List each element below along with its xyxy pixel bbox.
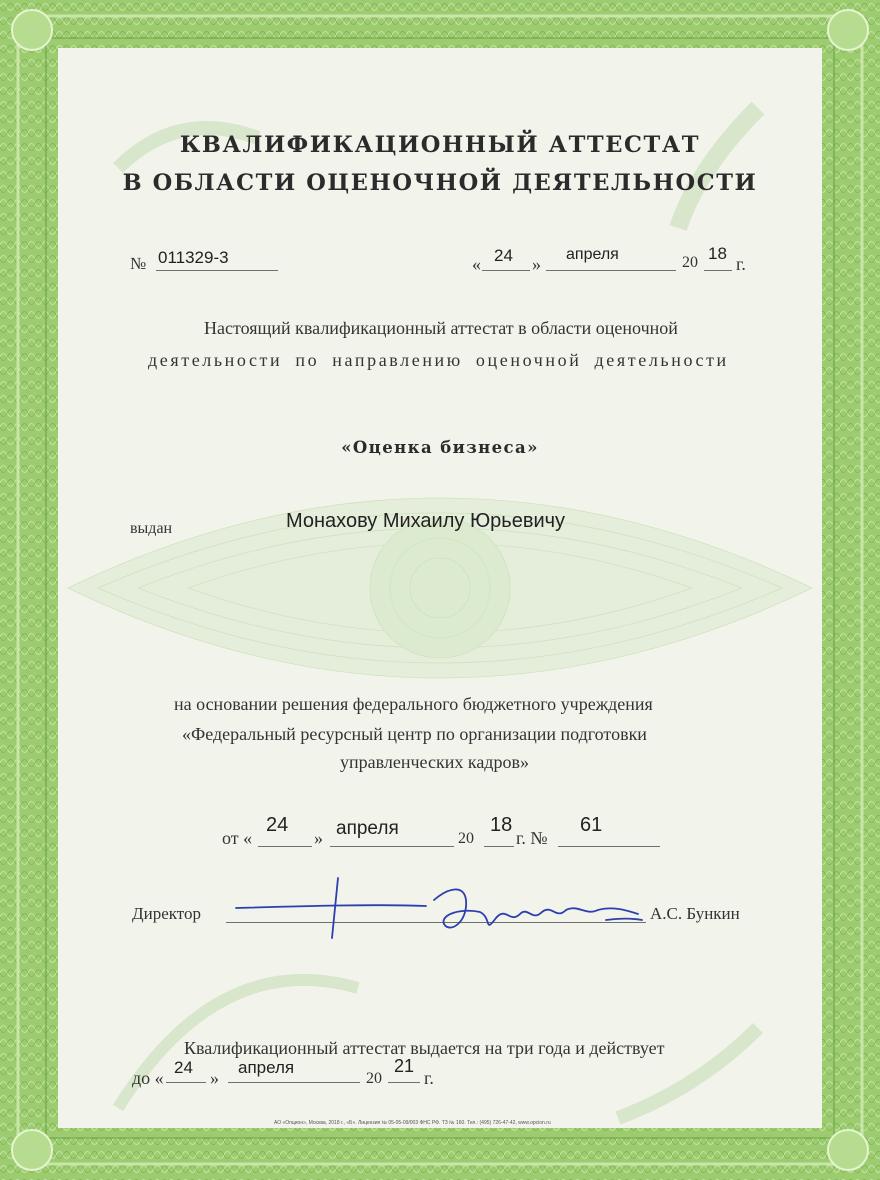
decision-month: апреля (336, 818, 399, 839)
decision-day-underline (258, 846, 312, 847)
basis-line-1: на основании решения федерального бюджетного учреждения (174, 694, 653, 714)
year-underline (704, 270, 732, 271)
direction-title: «Оценка бизнеса» (341, 438, 539, 457)
basis-line-3: управленческих кадров» (340, 752, 529, 772)
decision-number: 61 (580, 814, 603, 836)
validity-month: апреля (238, 1058, 295, 1077)
issue-year-unit: г. (736, 254, 746, 274)
validity-year-prefix: 20 (366, 1070, 382, 1087)
recipient-label: выдан (130, 520, 173, 537)
validity-day: 24 (174, 1058, 193, 1077)
printer-imprint: АО «Опцион», Москва, 2018 г., «Б». Лицензия № 05-05-09/003 ФНС РФ. ТЗ № 160. Тел.: (495) 726-47-42, www.opcion.ru (274, 1120, 551, 1126)
decision-day: 24 (266, 814, 289, 836)
decision-number-label: г. № (516, 828, 548, 848)
body-line-2: деятельности по направлению оценочной деятельности (148, 350, 729, 370)
issue-day: 24 (494, 246, 513, 265)
number-underline (156, 270, 278, 271)
director-signature (226, 848, 666, 958)
month-underline (546, 270, 676, 271)
date-quote-open: « (472, 254, 481, 274)
decision-from-label: от « (222, 828, 253, 848)
number-label: № (130, 254, 147, 273)
director-name: А.С. Бункин (650, 904, 740, 923)
validity-quote-close: » (210, 1068, 219, 1088)
decision-year-prefix: 20 (458, 830, 474, 847)
decision-year-underline (484, 846, 514, 847)
recipient-name: Монахову Михаилу Юрьевичу (286, 510, 566, 532)
validity-year-underline (388, 1082, 420, 1083)
basis-line-2: «Федеральный ресурсный центр по организации подготовки (182, 724, 647, 744)
decision-year-suffix: 18 (490, 814, 513, 836)
validity-line-1: Квалификационный аттестат выдается на три года и действует (184, 1038, 665, 1058)
certificate-paper (58, 48, 822, 1128)
guilloche-ornament (58, 48, 822, 1128)
decision-number-underline (558, 846, 660, 847)
director-label: Директор (132, 904, 201, 923)
title-line-1: КВАЛИФИКАЦИОННЫЙ АТТЕСТАТ (179, 132, 701, 158)
date-quote-close: » (532, 254, 541, 274)
issue-month: апреля (566, 246, 619, 263)
title-line-2: В ОБЛАСТИ ОЦЕНОЧНОЙ ДЕЯТЕЛЬНОСТИ (122, 170, 758, 196)
certificate-number: 011329-3 (158, 248, 229, 267)
body-line-1: Настоящий квалификационный аттестат в области оценочной (204, 318, 678, 338)
decision-month-underline (330, 846, 454, 847)
validity-until-label: до « (132, 1068, 164, 1088)
issue-year-prefix: 20 (682, 254, 698, 271)
validity-year-suffix: 21 (394, 1056, 415, 1076)
validity-year-unit: г. (424, 1068, 434, 1088)
validity-day-underline (166, 1082, 206, 1083)
day-underline (482, 270, 530, 271)
issue-year-suffix: 18 (708, 244, 727, 263)
validity-month-underline (228, 1082, 360, 1083)
decision-quote-close: » (314, 828, 323, 848)
